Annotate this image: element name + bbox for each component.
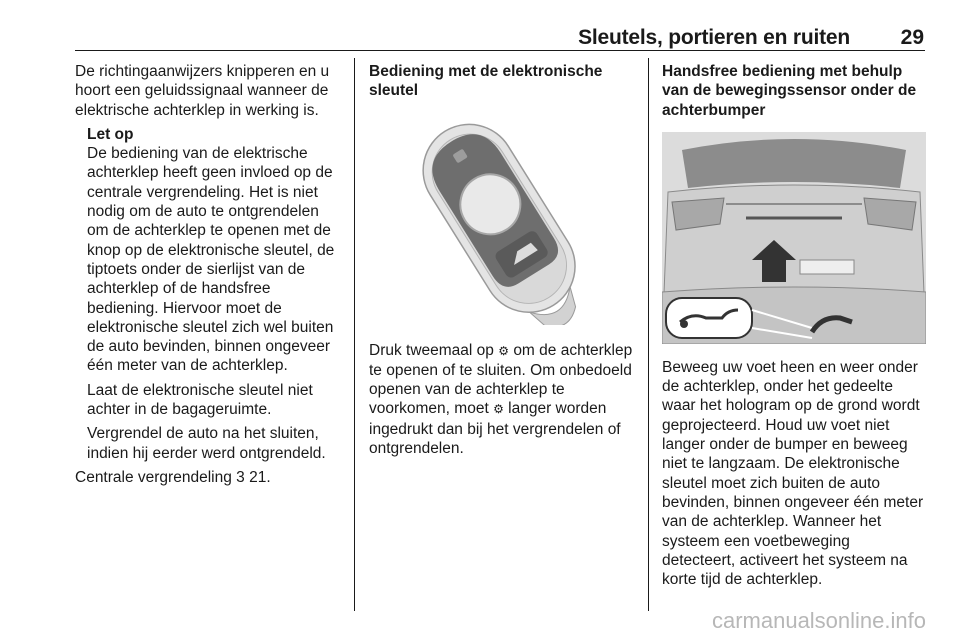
column-3	[662, 62, 927, 594]
note-paragraph-1: De bediening van de elektrische achterklep heeft geen invloed op de centrale vergrendeling. Het is niet nodig om de auto te ontgrendelen om de achterklep te openen met de knop op de elektronische sleutel, de tiptoets onder de sierlijst van de achterklep of de handsfree bediening. Hiervoor moet de elektronische sleutel zich wel buiten de auto bevinden, binnen ongeveer één meter van de achterklep.	[87, 145, 335, 375]
electronic-key-illustration	[369, 115, 632, 325]
page-number: 29	[900, 26, 924, 49]
text-segment: langer worden ingedrukt dan bij het vergrendelen of ontgrendelen.	[369, 400, 621, 458]
column-1	[75, 62, 343, 492]
watermark: carmanualsonline.info	[711, 608, 926, 633]
crossref-central-locking[interactable]	[75, 468, 343, 487]
page-header-title: Sleutels, portieren en ruiten	[578, 26, 850, 49]
crossref-arrow-icon: 3	[236, 468, 245, 486]
crossref-text: Centrale vergrendeling	[75, 468, 232, 486]
column-divider-1	[354, 58, 355, 611]
note-paragraph-2: Laat de elektronische sleutel niet achter in de bagageruimte.	[87, 381, 313, 419]
handsfree-sensor-illustration	[662, 132, 926, 344]
car-rear-icon	[662, 132, 926, 344]
text-segment: om de achterklep te openen of te sluiten. Om onbedoeld openen van de achterklep te voorkomen, moet	[369, 341, 633, 418]
key-fob-icon	[369, 115, 632, 325]
column-2	[369, 62, 635, 463]
note-box	[75, 125, 343, 463]
electronic-key-paragraph	[369, 341, 635, 459]
note-title: Let op	[87, 125, 134, 143]
text-segment: Druk tweemaal op	[369, 341, 494, 359]
section-heading-handsfree: Handsfree bediening met behulp van de bewegingssensor onder de achterbumper	[662, 63, 917, 119]
section-heading-electronic-key: Bediening met de elektronische sleutel	[369, 63, 603, 100]
tailgate-symbol-icon: ⚙	[493, 402, 504, 417]
note-paragraph-3: Vergrendel de auto na het sluiten, indien hij eerder werd ontgrendeld.	[87, 425, 326, 462]
crossref-page: 21.	[249, 468, 271, 486]
handsfree-paragraph: Beweeg uw voet heen en weer onder de achterklep, onder het gedeelte waar het hologram op de grond wordt geprojecteerd. Houd uw voet niet langer onder de bumper en beweeg niet te langzaam. De elektronische sleutel moet zich buiten de auto bevinden, binnen ongeveer één meter van de achterklep. Wanneer het systeem een voetbeweging detecteert, activeert het systeem na korte tijd de achterklep.	[662, 358, 924, 589]
header-rule	[75, 50, 925, 51]
column-divider-2	[648, 58, 649, 611]
intro-paragraph: De richtingaanwijzers knipperen en u hoort een geluidssignaal wanneer de elektrische achterklep in werking is.	[75, 63, 330, 119]
tailgate-symbol-icon: ⚙	[498, 343, 509, 358]
